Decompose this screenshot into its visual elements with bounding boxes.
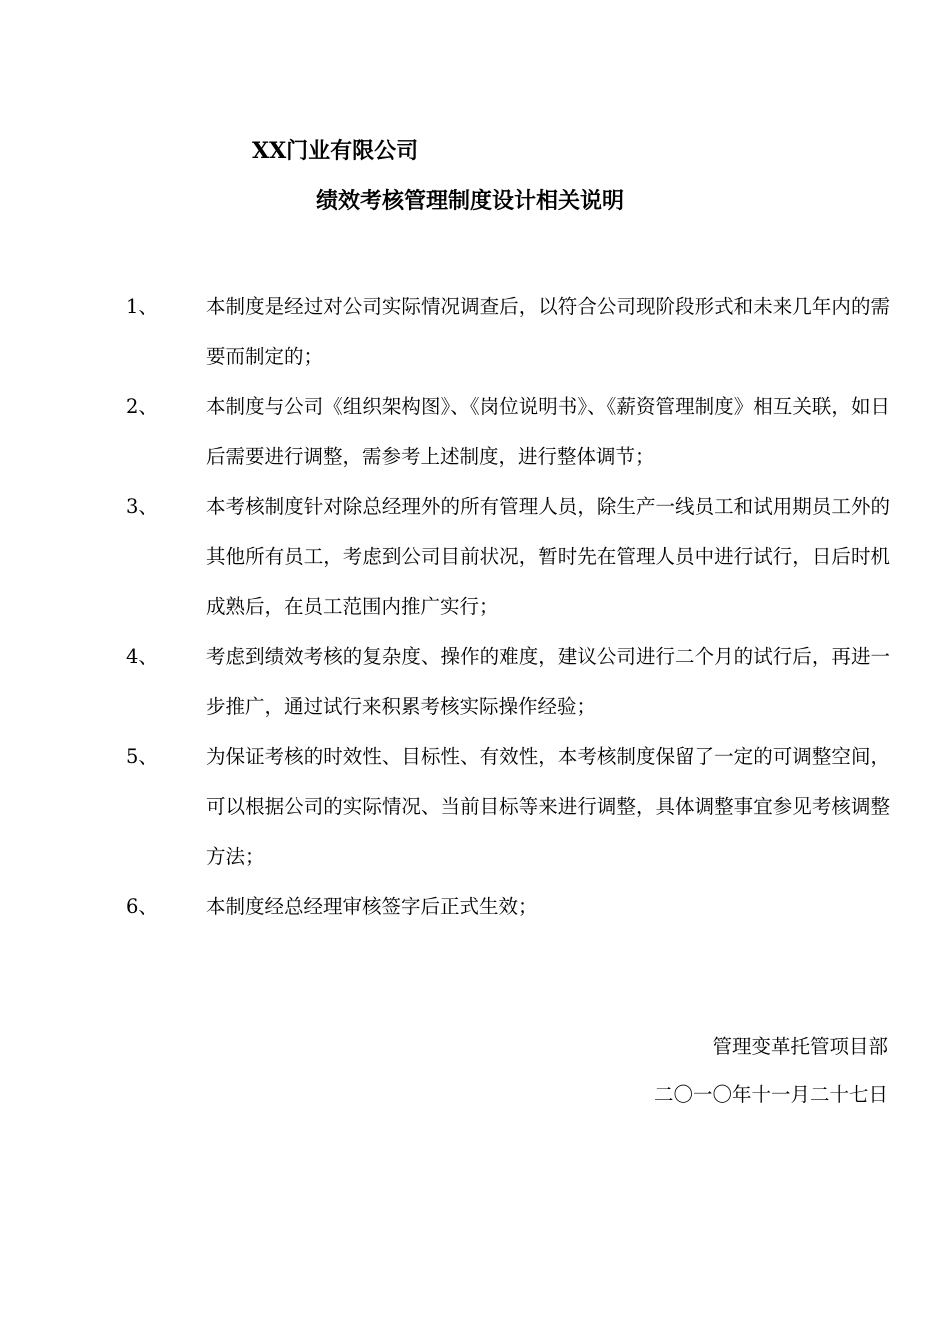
- item-text: 为保证考核的时效性、目标性、有效性，本考核制度保留了一定的可调整空间，可以根据公司的实际情况、当前目标等来进行调整，具体调整事宜参见考核调整方法；: [206, 745, 890, 868]
- item-number: 3、: [126, 495, 158, 518]
- item-text: 本制度与公司《组织架构图》、《岗位说明书》、《薪资管理制度》相互关联，如日后需要进行调整，需参考上述制度，进行整体调节；: [206, 395, 890, 468]
- list-item: [126, 282, 890, 382]
- document-title: 绩效考核管理制度设计相关说明: [316, 188, 625, 214]
- list-item: [126, 732, 890, 882]
- list-item: [126, 882, 890, 932]
- item-number: 5、: [126, 745, 158, 768]
- signature-date: 二〇一〇年十一月二十七日: [653, 1083, 888, 1106]
- list-item: [126, 632, 890, 732]
- item-text: 本制度是经过对公司实际情况调查后，以符合公司现阶段形式和未来几年内的需要而制定的；: [206, 295, 890, 368]
- item-text: 本考核制度针对除总经理外的所有管理人员，除生产一线员工和试用期员工外的其他所有员工，考虑到公司目前状况，暂时先在管理人员中进行试行，日后时机成熟后，在员工范围内推广实行；: [206, 495, 890, 618]
- signature-department: 管理变革托管项目部: [712, 1035, 888, 1058]
- items-list: [126, 282, 890, 932]
- list-item: [126, 482, 890, 632]
- item-number: 1、: [126, 295, 158, 318]
- list-item: [126, 382, 890, 482]
- company-title: XX门业有限公司: [252, 138, 419, 164]
- item-number: 4、: [126, 645, 158, 668]
- item-number: 6、: [126, 895, 158, 918]
- item-number: 2、: [126, 395, 158, 418]
- item-text: 本制度经总经理审核签字后正式生效；: [206, 895, 538, 918]
- item-text: 考虑到绩效考核的复杂度、操作的难度，建议公司进行二个月的试行后，再进一步推广，通过试行来积累考核实际操作经验；: [206, 645, 890, 718]
